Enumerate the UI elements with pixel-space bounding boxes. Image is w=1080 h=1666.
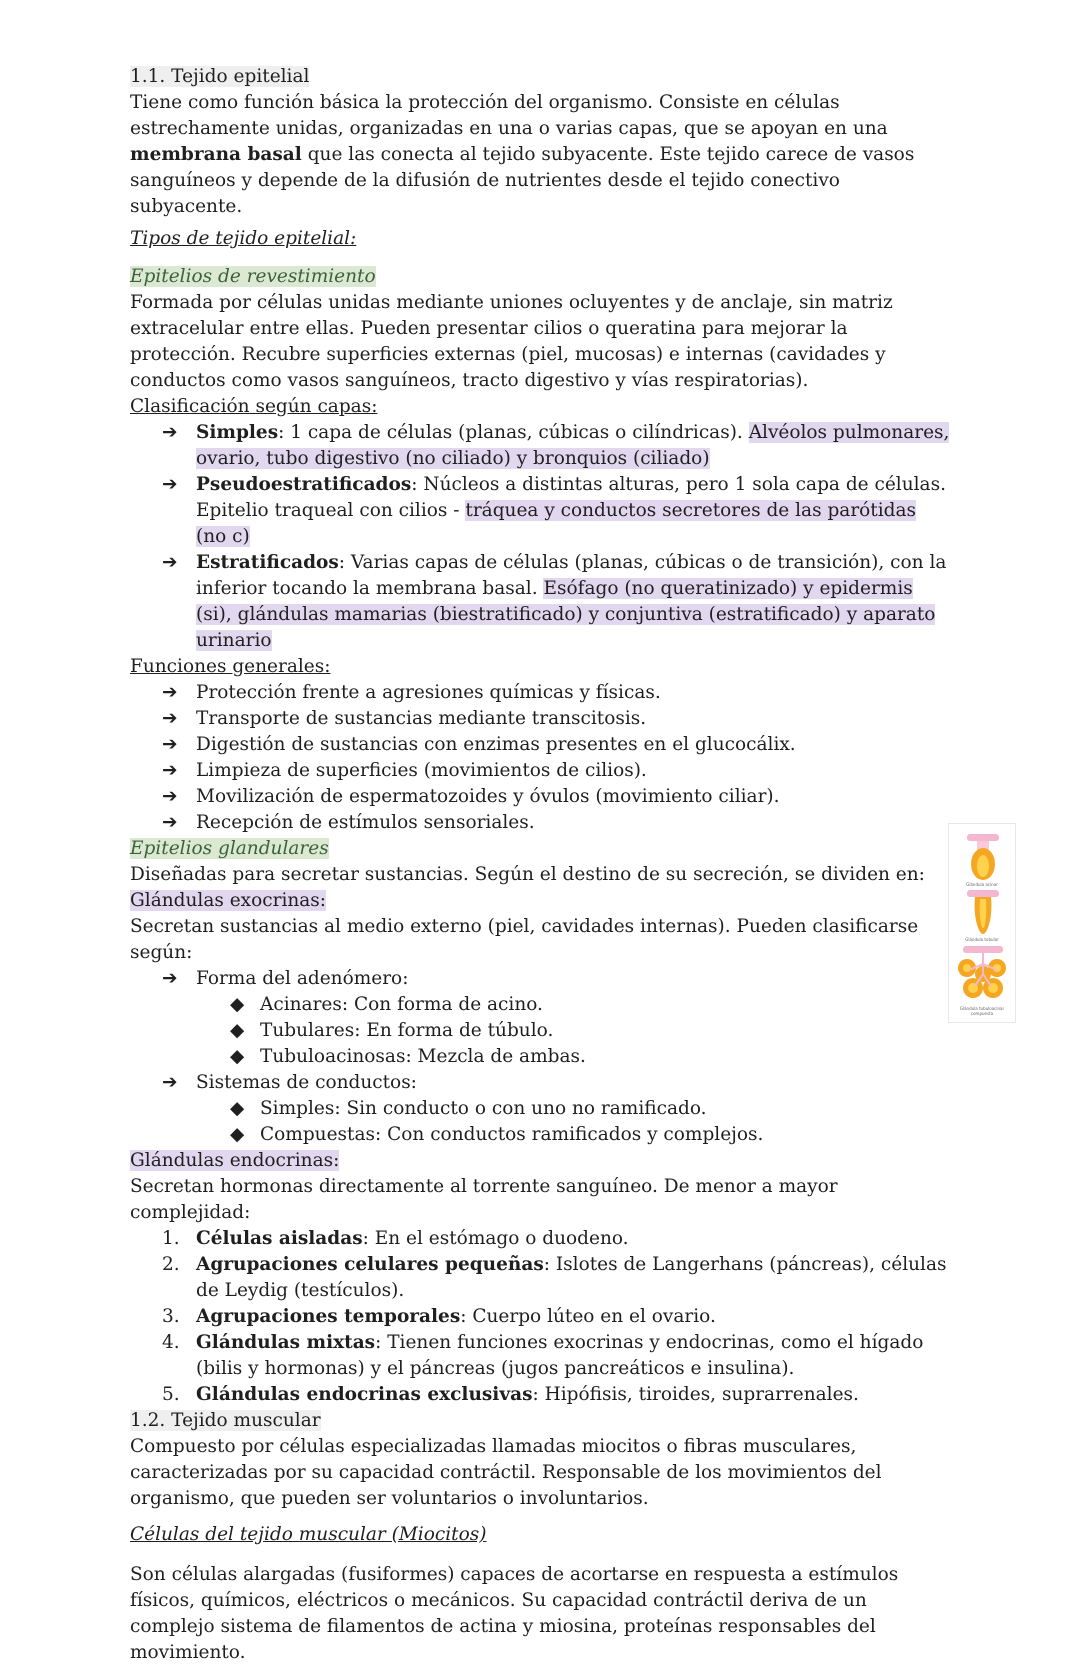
myocytes-title: Células del tejido muscular (Miocitos) [130,1524,487,1545]
general-functions-title: Funciones generales: [130,656,331,677]
list-item: ➔ Digestión de sustancias con enzimas presentes en el glucocálix. [130,732,950,758]
list-item: ◆ Acinares: Con forma de acino. [130,992,950,1018]
epithelial-intro: Tiene como función básica la protección del organismo. Consiste en células estrechamente unidas, organizadas en una o varias capas, que se apoyan en una membrana basal que las conecta al tejido subyacente. Este tejido carece de vasos sanguíneos y depende de la difusión de nutrientes desde el tejido conectivo subyacente. [130,92,915,217]
diamond-icon: ◆ [230,1020,245,1041]
diamond-icon: ◆ [230,1124,245,1145]
arrow-icon: ➔ [162,474,178,495]
diamond-icon: ◆ [230,994,245,1015]
arrow-icon: ➔ [162,422,178,443]
list-item: 1. Células aisladas: En el estómago o duodeno. [162,1228,629,1249]
layers-classification-title: Clasificación según capas: [130,396,378,417]
exocrine-desc: Secretan sustancias al medio externo (piel, cavidades internas). Pueden clasificarse según: [130,916,919,963]
arrow-icon: ➔ [162,734,178,755]
list-item: ➔ Forma del adenómero: [130,966,950,992]
list-item: ◆ Tubuloacinosas: Mezcla de ambas. [130,1044,950,1070]
arrow-icon: ➔ [162,786,178,807]
list-item: ◆ Tubulares: En forma de túbulo. [130,1018,950,1044]
diamond-icon: ◆ [230,1098,245,1119]
list-item: ◆ Simples: Sin conducto o con uno no ramificado. [130,1096,950,1122]
lining-epithelia-desc: Formada por células unidas mediante uniones ocluyentes y de anclaje, sin matriz extracelular entre ellas. Pueden presentar cilios o queratina para mejorar la protección. Recubre superficies externas (piel, mucosas) e internas (cavidades y conductos como vasos sanguíneos, tracto digestivo y vías respiratorias). [130,292,893,391]
list-item: ➔ Limpieza de superficies (movimientos de cilios). [130,758,950,784]
glandular-epithelia-title: Epitelios glandulares [130,838,329,859]
arrow-icon: ➔ [162,968,178,989]
endocrine-title: Glándulas endocrinas: [130,1150,340,1171]
list-item: ➔ Movilización de espermatozoides y óvulos (movimiento ciliar). [130,784,950,810]
list-item: 2. Agrupaciones celulares pequeñas: Islotes de Langerhans (páncreas), células de Leydig (testículos). [162,1254,947,1301]
compound-caption: Glándula tubuloacinar compuesta [959,1006,1005,1016]
gland-types-figure [948,823,1016,1023]
list-item: 4. Glándulas mixtas: Tienen funciones exocrinas y endocrinas, como el hígado (bilis y hormonas) y el páncreas (jugos pancreáticos e insulina). [162,1332,924,1379]
tubular-caption: Glándula tubular [965,937,999,942]
adenomer-form-list [130,966,950,992]
list-item: 5. Glándulas endocrinas exclusivas: Hipófisis, tiroides, suprarrenales. [162,1384,859,1405]
form-items-list [130,992,950,1070]
functions-list [130,680,950,836]
section-heading-1-2: 1.2. Tejido muscular [130,1410,321,1431]
glandular-desc: Diseñadas para secretar sustancias. Según el destino de su secreción, se dividen en: [130,864,925,885]
muscle-desc: Compuesto por células especializadas llamadas miocitos o fibras musculares, caracterizadas por su capacidad contráctil. Responsable de los movimientos del organismo, que pueden ser voluntarios o involuntarios. [130,1436,882,1509]
endocrine-list [130,1226,950,1408]
list-item: ➔ Sistemas de conductos: [130,1070,950,1096]
list-item: ➔ Transporte de sustancias mediante transcitosis. [130,706,950,732]
gland-illustration [949,824,1015,1022]
acinar-gland-drawing [967,834,999,880]
lining-epithelia-title: Epitelios de revestimiento [130,266,376,287]
list-item: 3. Agrupaciones temporales: Cuerpo lúteo en el ovario. [162,1306,716,1327]
tubular-gland-drawing [967,890,999,934]
document-page [130,64,950,1666]
list-item: ➔ Simples: 1 capa de células (planas, cúbicas o cilíndricas). Alvéolos pulmonares, ovario, tubo digestivo (no ciliado) y bronquios (ciliado) [162,422,950,469]
compound-gland-drawing [958,946,1006,998]
list-item: ◆ Compuestas: Con conductos ramificados y complejos. [130,1122,950,1148]
diamond-icon: ◆ [230,1046,245,1067]
arrow-icon: ➔ [162,812,178,833]
list-item: ➔ Estratificados: Varias capas de células (planas, cúbicas o de transición), con la inferior tocando la membrana basal. Esófago (no queratinizado) y epidermis (si), glándulas mamarias (biestratificado) y conjuntiva (estratificado) y aparato urinario [162,552,947,651]
section-heading-1-1: 1.1. Tejido epitelial [130,66,310,87]
endocrine-desc: Secretan hormonas directamente al torrente sanguíneo. De menor a mayor complejidad: [130,1176,838,1223]
list-item: ➔ Recepción de estímulos sensoriales. [130,810,950,836]
layers-list [130,420,950,654]
acinar-caption: Glándula acinar [966,882,998,887]
arrow-icon: ➔ [162,682,178,703]
arrow-icon: ➔ [162,552,178,573]
ducts-list [130,1070,950,1096]
arrow-icon: ➔ [162,708,178,729]
arrow-icon: ➔ [162,760,178,781]
exocrine-title: Glándulas exocrinas: [130,890,327,911]
myocytes-desc: Son células alargadas (fusiformes) capaces de acortarse en respuesta a estímulos físicos, químicos, eléctricos o mecánicos. Su capacidad contráctil deriva de un complejo sistema de filamentos de actina y miosina, proteínas responsables del movimiento. [130,1564,899,1663]
types-title: Tipos de tejido epitelial: [130,228,357,249]
list-item: ➔ Protección frente a agresiones químicas y físicas. [130,680,950,706]
arrow-icon: ➔ [162,1072,178,1093]
list-item: ➔ Pseudoestratificados: Núcleos a distintas alturas, pero 1 sola capa de células. Epitelio traqueal con cilios - tráquea y conductos secretores de las parótidas (no c) [162,474,946,547]
ducts-items-list [130,1096,950,1148]
